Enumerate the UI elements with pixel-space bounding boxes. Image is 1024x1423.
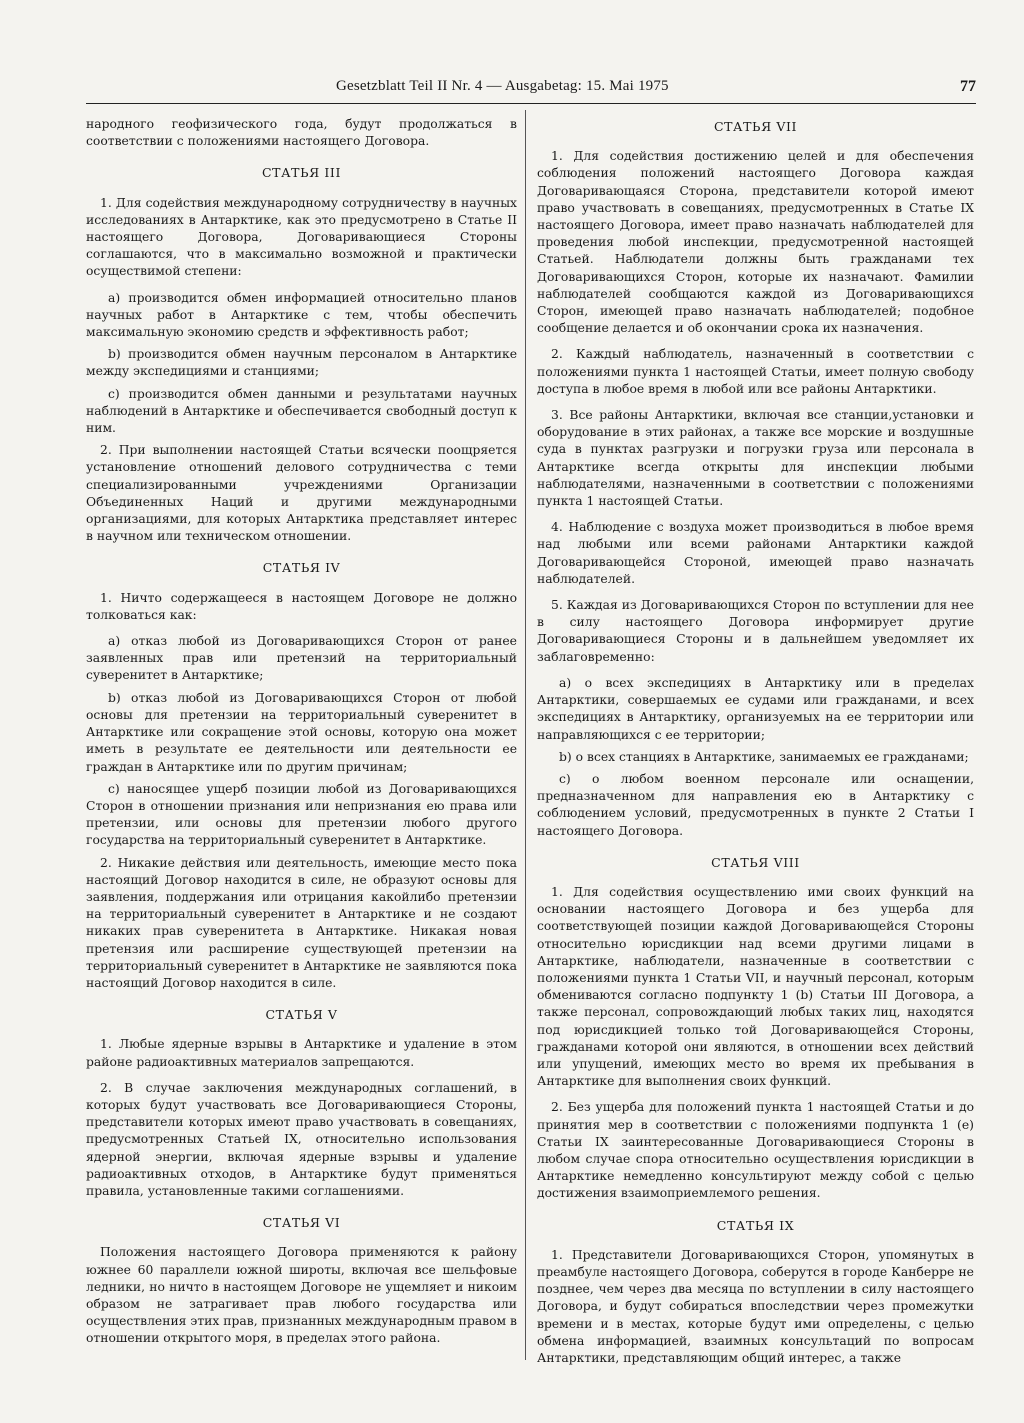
column-divider <box>525 110 526 1360</box>
paragraph: 1. Представители Договаривающихся Сторон, упомянутых в преамбуле настоящего Договора, соберутся в городе Канберре не позднее, чем через два месяца по вступлении в силу настоящего Договора, и будут собираться впоследствии через промежутки времени и в местах, которые будут ими определены, с целью обмена информацией, взаимных консультаций по вопросам Антарктики, представляющим общий интерес, а также <box>537 1247 974 1365</box>
article-heading: СТАТЬЯ VIII <box>711 854 800 870</box>
subparagraph: a) о всех экспедициях в Антарктику или в пределах Антарктики, совершаемых ее судами или гражданами, и всех экспедициях в Антарктику, организуемых на ее территории или направляющихся с ее территории; <box>537 675 974 742</box>
paragraph: народного геофизического года, будут продолжаться в соответствии с положениями настоящего Договора. <box>86 117 517 149</box>
page-number: 77 <box>960 78 976 95</box>
right-column <box>537 116 974 1376</box>
article-heading: СТАТЬЯ V <box>265 1007 338 1023</box>
left-column <box>86 116 517 1357</box>
subparagraph: c) наносящее ущерб позиции любой из Договаривающихся Сторон в отношении признания или непризнания ею права или претензии, или основы для претензии любого другого государства на территориальный суверенитет в Антарктике. <box>86 781 517 848</box>
subparagraph: b) о всех станциях в Антарктике, занимаемых ее гражданами; <box>559 749 969 764</box>
paragraph: 1. Ничто содержащееся в настоящем Договоре не должно толковаться как: <box>86 590 517 622</box>
subparagraph: b) производится обмен научным персоналом в Антарктике между экспедициями и станциями; <box>86 347 517 379</box>
paragraph: 1. Для содействия международному сотрудничеству в научных исследованиях в Антарктике, как это предусмотрено в Статье II настоящего Договора, Договаривающиеся Стороны соглашаются, что в максимально возможной и практически осуществимой степени: <box>86 195 517 279</box>
paragraph: 2. В случае заключения международных соглашений, в которых будут участвовать все Договаривающиеся Стороны, представители которых имеют право участвовать в совещаниях, предусмотренных Статьей IX, относительно использования ядерной энергии, включая ядерные взрывы и удаление радиоактивных отходов, в Антарктике будут применяться правила, установленные такими соглашениями. <box>86 1080 517 1198</box>
paragraph: 2. Каждый наблюдатель, назначенный в соответствии с положениями пункта 1 настоящей Статьи, имеет полную свободу доступа в любое время в любой или все районы Антарктики. <box>537 347 974 396</box>
article-heading: СТАТЬЯ IX <box>716 1217 795 1233</box>
subparagraph: a) отказ любой из Договаривающихся Сторон от ранее заявленных прав или претензий на территориальный суверенитет в Антарктике; <box>86 634 517 683</box>
article-heading: СТАТЬЯ III <box>261 165 341 181</box>
subparagraph: c) о любом военном персонале или оснащении, предназначенном для направления ею в Антарктику с соблюдением условий, предусмотренных в пункте 2 Статьи I настоящего Договора. <box>537 771 974 838</box>
paragraph: Положения настоящего Договора применяются к району южнее 60 параллели южной широты, включая все шельфовые ледники, но ничто в настоящем Договоре не ущемляет и никоим образом не затрагивает прав любого государства или осуществления этих прав, признанных международным правом в отношении открытого моря, в пределах этого района. <box>86 1245 517 1346</box>
paragraph: 4. Наблюдение с воздуха может производиться в любое время над любыми или всеми районами Антарктики каждой Договаривающейся Стороной, имеющей право назначать наблюдателей. <box>537 520 974 586</box>
paragraph: 3. Все районы Антарктики, включая все станции,установки и оборудование в этих районах, а также все морские и воздушные суда в пунктах разгрузки и погрузки груза или персонала в Антарктике всегда открыты для инспекции любыми наблюдателями, назначенными в соответствии с положениями пункта 1 настоящей Статьи. <box>537 408 974 509</box>
paragraph: 1. Для содействия осуществлению ими своих функций на основании настоящего Договора и без ущерба для соответствующей позиции каждой Договаривающейся Стороны относительно юрисдикции над всеми другими лицами в Антарктике, наблюдатели, назначенные в соответствии с положениями пункта 1 Статьи VII, и научный персонал, которым обмениваются согласно подпункту 1 (b) Статьи III Договора, а также персонал, сопровождающий любых таких лиц, находятся под юрисдикцией только той Договаривающейся Стороны, гражданами которой они являются, в отношении всех действий или упущений, имеющих место во время их пребывания в Антарктике для выполнения своих функций. <box>537 884 974 1089</box>
paragraph: 2. При выполнении настоящей Статьи всячески поощряется установление отношений делового сотрудничества с теми специализированными учреждениями Организации Объединенных Наций и другими международными организациями, для которых Антарктика представляет интерес в научном или техническом отношении. <box>86 443 517 544</box>
subparagraph: a) производится обмен информацией относительно планов научных работ в Антарктике с тем, чтобы обеспечить максимальную экономию средств и эффективность работ; <box>86 290 517 340</box>
subparagraph: b) отказ любой из Договаривающихся Сторон от любой основы для претензии на территориальный суверенитет в Антарктике или сокращение этой основы, которую она может иметь в результате ее деятельности или деятельности ее граждан в Антарктике или по другим причинам; <box>86 690 517 774</box>
paragraph: 1. Любые ядерные взрывы в Антарктике и удаление в этом районе радиоактивных материалов запрещаются. <box>86 1037 517 1069</box>
article-heading: СТАТЬЯ IV <box>262 560 341 576</box>
paragraph: 2. Никакие действия или деятельность, имеющие место пока настоящий Договор находится в силе, не образуют основы для заявления, поддержания или отрицания какойлибо претензии на территориальный суверенитет в Антарктике и не создают никаких прав суверенитета в Антарктике. Никакая новая претензия или расширение существующей претензии на территориальный суверенитет в Антарктике не заявляются пока настоящий Договор находится в силе. <box>86 855 517 990</box>
paragraph: 5. Каждая из Договаривающихся Сторон по вступлении для нее в силу настоящего Договора информирует другие Договаривающиеся Стороны и в дальнейшем уведомляет их заблаговременно: <box>537 598 974 664</box>
subparagraph: c) производится обмен данными и результатами научных наблюдений в Антарктике и обеспечивается свободный доступ к ним. <box>86 386 517 436</box>
article-heading: СТАТЬЯ VI <box>262 1215 341 1231</box>
running-header: Gesetzblatt Teil II Nr. 4 — Ausgabetag: 15. Mai 1975 <box>336 78 669 94</box>
paragraph: 2. Без ущерба для положений пункта 1 настоящей Статьи и до принятия мер в соответствии с положениями подпункта 1 (e) Статьи IX заинтересованные Договаривающиеся Стороны в любом случае спора относительно осуществления юрисдикции в Антарктике немедленно консультируют между собой с целью достижения взаимоприемлемого решения. <box>537 1100 974 1201</box>
header-rule <box>86 103 976 104</box>
page-header <box>86 78 976 104</box>
paragraph: 1. Для содействия достижению целей и для обеспечения соблюдения положений настоящего Договора каждая Договаривающаяся Сторона, представители которой имеют право участвовать в совещаниях, предусмотренных в Статье IX настоящего Договора, имеет право назначать наблюдателей для проведения любой инспекции, предусмотренной настоящей Статьей. Наблюдатели должны быть гражданами тех Договаривающихся Сторон, которые их назначают. Фамилии наблюдателей сообщаются каждой из Договаривающихся Сторон, имеющей право назначать наблюдателей; подобное сообщение делается и об окончании срока их назначения. <box>537 149 974 336</box>
article-heading: СТАТЬЯ VII <box>713 119 798 134</box>
